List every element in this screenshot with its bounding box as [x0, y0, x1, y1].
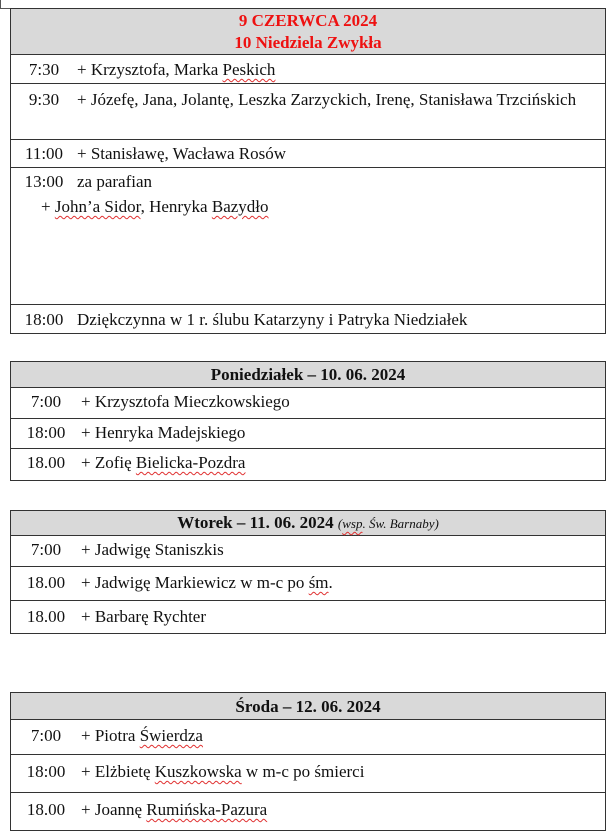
mass-row	[11, 419, 606, 449]
mass-intention: + Jadwigę Markiewicz w m-c po śm.	[81, 573, 333, 592]
wednesday-schedule-table	[10, 692, 606, 831]
monday-date: Poniedziałek – 10. 06. 2024	[210, 365, 406, 384]
mass-time: 18.00	[26, 453, 66, 472]
sunday-liturgical-day: 10 Niedziela Zwykła	[234, 33, 382, 52]
mass-time: 18.00	[26, 573, 66, 592]
mass-time: 7:30	[28, 60, 60, 79]
sunday-date: 9 CZERWCA 2024	[238, 11, 378, 30]
mass-row	[11, 567, 606, 601]
mass-time: 18.00	[26, 800, 66, 819]
mass-time: 9:30	[28, 90, 60, 109]
tuesday-schedule-table	[10, 510, 606, 634]
tuesday-feast-note: (wsp. Św. Barnaby)	[337, 516, 439, 531]
mass-row	[11, 601, 606, 634]
mass-intention: + Elżbietę Kuszkowska w m-c po śmierci	[81, 762, 365, 781]
wednesday-header	[11, 693, 606, 720]
mass-time: 7:00	[30, 726, 62, 745]
mass-intention: Dziękczynna w 1 r. ślubu Katarzyny i Patryka Niedziałek	[77, 310, 468, 329]
mass-time: 18:00	[26, 423, 66, 442]
mass-intention: za parafian	[77, 172, 153, 191]
mass-time: 18.00	[26, 607, 66, 626]
mass-row	[11, 84, 606, 140]
mass-row	[11, 449, 606, 481]
mass-time: 18:00	[26, 762, 66, 781]
mass-row	[11, 140, 606, 168]
mass-intention: + Zofię Bielicka-Pozdra	[81, 453, 246, 472]
mass-intention: + Piotra Świerdza	[81, 726, 203, 745]
mass-row	[11, 388, 606, 419]
mass-intention: + Krzysztofa Mieczkowskiego	[81, 392, 290, 411]
mass-time: 11:00	[24, 144, 64, 163]
mass-row	[11, 168, 606, 305]
sunday-schedule-table	[10, 8, 606, 334]
monday-header	[11, 362, 606, 388]
mass-row	[11, 536, 606, 567]
tuesday-date: Wtorek – 11. 06. 2024	[177, 513, 338, 532]
tuesday-header	[11, 511, 606, 536]
mass-time: 7:00	[30, 392, 62, 411]
sunday-header	[11, 9, 606, 55]
mass-time: 13:00	[24, 172, 64, 191]
mass-row	[11, 55, 606, 84]
mass-time: 18:00	[24, 310, 64, 329]
mass-intention-second: + John’a Sidor, Henryka Bazydło	[41, 197, 269, 216]
mass-row	[11, 793, 606, 831]
mass-row	[11, 720, 606, 755]
mass-intention: + Krzysztofa, Marka Peskich	[77, 60, 276, 79]
mass-intention: + Józefę, Jana, Jolantę, Leszka Zarzyckich, Irenę, Stanisława Trzcińskich	[77, 90, 577, 109]
mass-intention: + Barbarę Rychter	[81, 607, 207, 626]
wednesday-date: Środa – 12. 06. 2024	[235, 697, 381, 716]
mass-time: 7:00	[30, 540, 62, 559]
mass-row	[11, 305, 606, 334]
mass-intention: + Jadwigę Staniszkis	[81, 540, 224, 559]
monday-schedule-table	[10, 361, 606, 481]
mass-intention: + Henryka Madejskiego	[81, 423, 246, 442]
mass-intention: + Stanisławę, Wacława Rosów	[77, 144, 287, 163]
mass-row	[11, 755, 606, 793]
mass-intention: + Joannę Rumińska-Pazura	[81, 800, 268, 819]
